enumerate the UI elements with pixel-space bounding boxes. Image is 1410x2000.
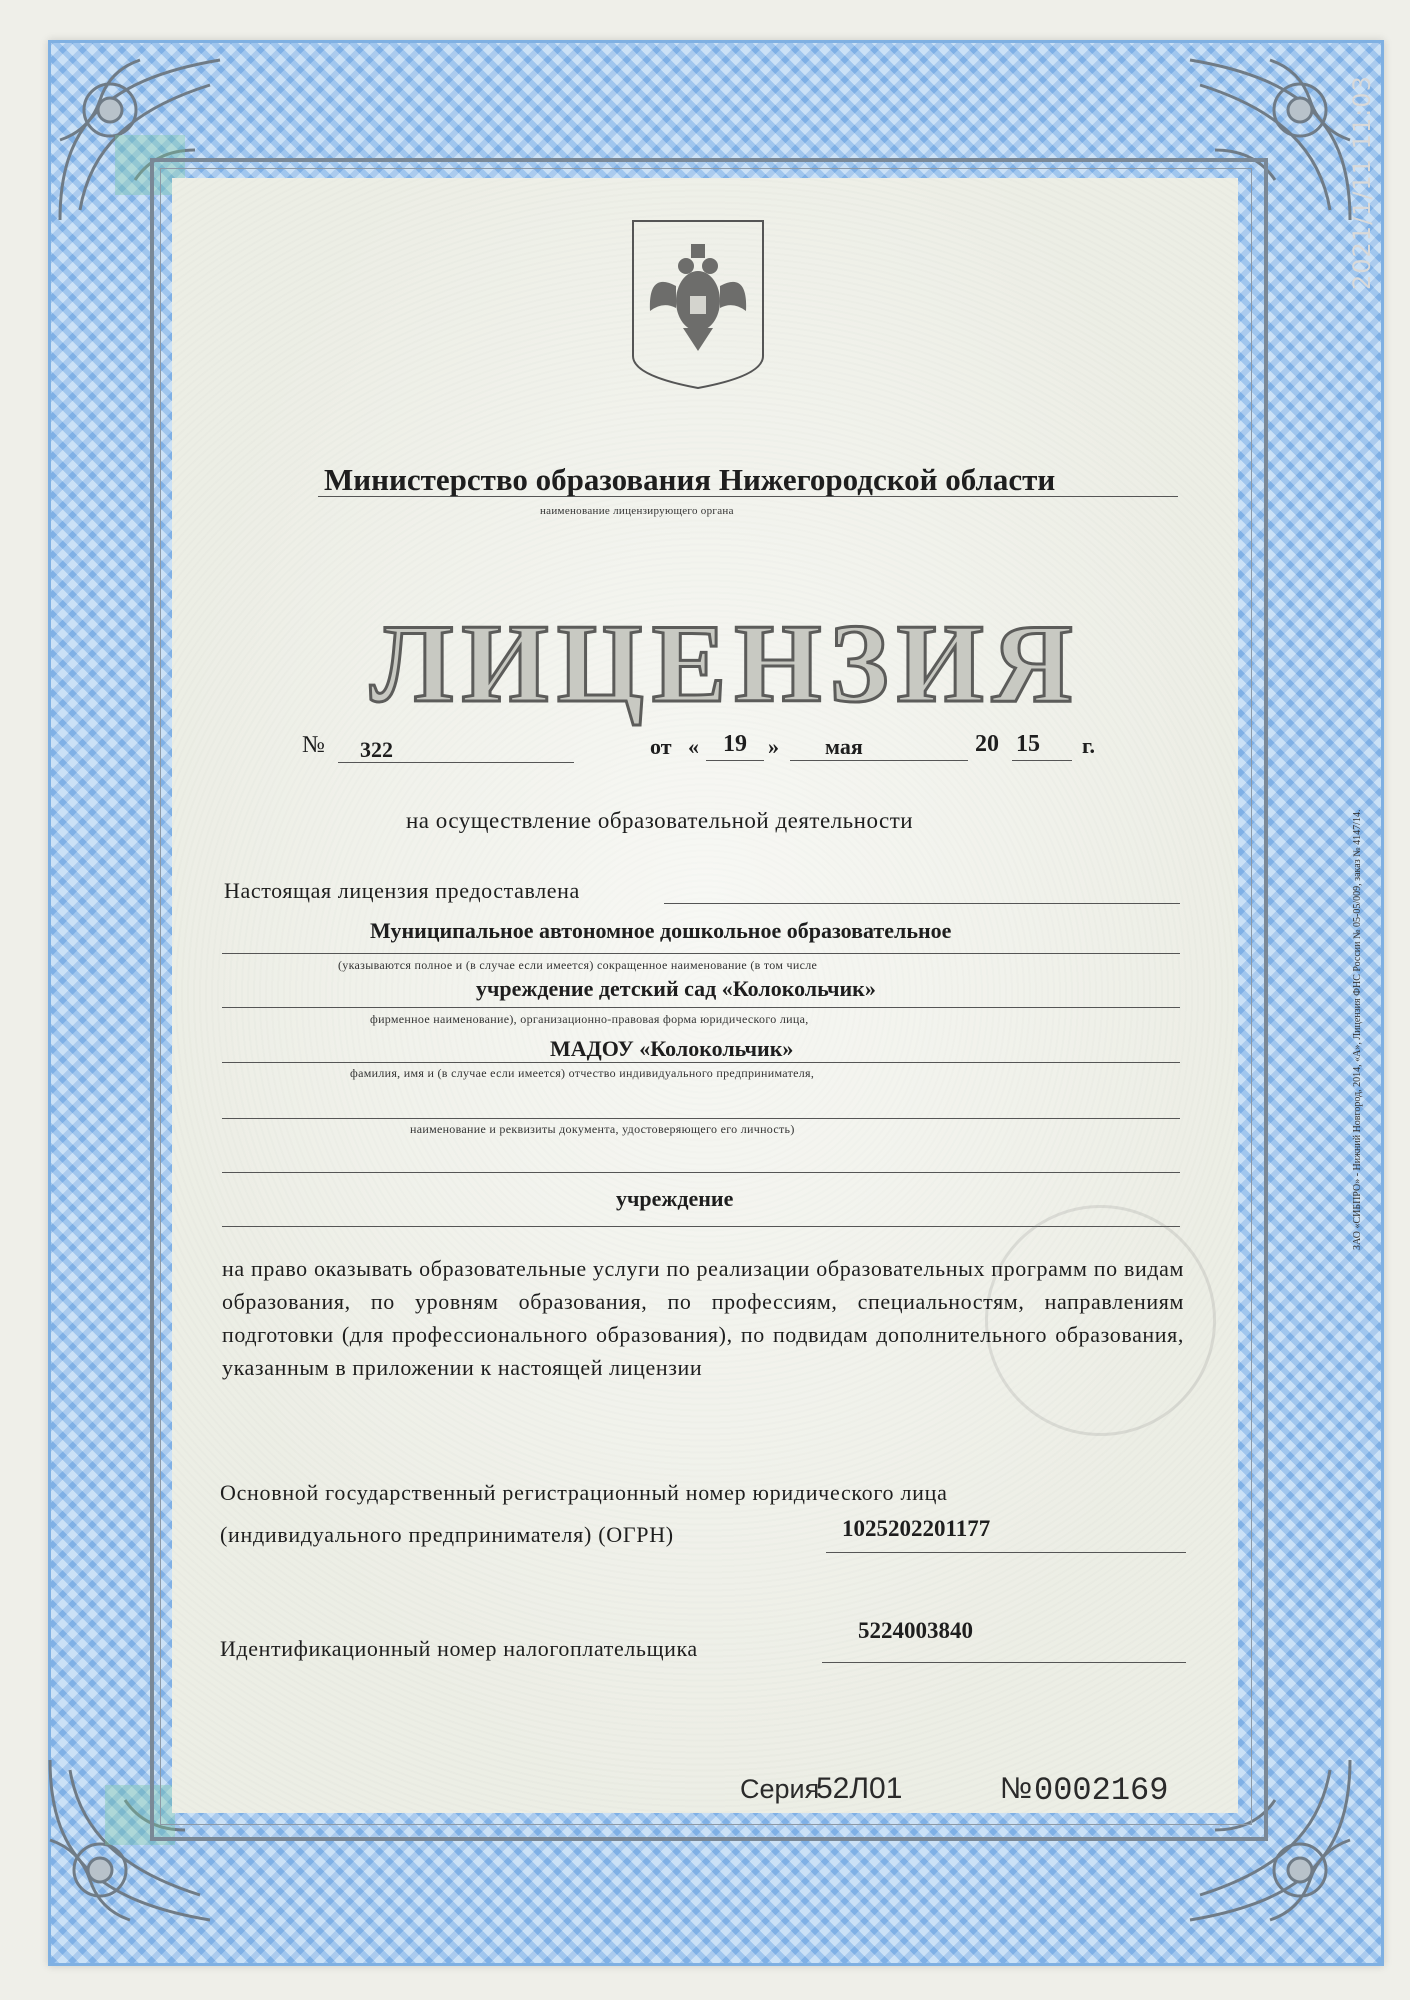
grantee-org-type: учреждение xyxy=(616,1186,734,1211)
ogrn-underline xyxy=(826,1552,1186,1553)
license-number: 322 xyxy=(360,737,393,762)
ogrn-label-line1: Основной государственный регистрационный номер юридического лица xyxy=(220,1480,948,1505)
grantee-hint2: фирменное наименование), организационно-правовая форма юридического лица, xyxy=(370,1012,809,1026)
coat-of-arms-emblem xyxy=(628,216,768,391)
date-year-prefix: 20 xyxy=(975,731,999,757)
inn-label: Идентификационный номер налогоплательщика xyxy=(220,1636,698,1661)
document-title: ЛИЦЕНЗИЯ xyxy=(370,602,1081,726)
inn-value: 5224003840 xyxy=(858,1618,973,1643)
grantee-short-name: МАДОУ «Колокольчик» xyxy=(550,1036,794,1061)
grantee-line1-underline xyxy=(222,953,1180,954)
grantee-hint3: фамилия, имя и (в случае если имеется) отчество индивидуального предпринимателя, xyxy=(350,1066,815,1080)
date-day: 19 xyxy=(723,731,747,757)
license-rights-text: на право оказывать образовательные услуги по реализации образовательных программ по видам образования, по уровням образования, по профессиям, специальностям, направлениям подготовки (для профессионального образования), по подвидам дополнительного образования, указанным в приложении к настоящей лицензии xyxy=(222,1256,1184,1380)
date-month: мая xyxy=(825,734,863,759)
grantee-hint1: (указываются полное и (в случае если имеется) сокращенное наименование (в том числе xyxy=(338,958,818,972)
date-open-quote: « xyxy=(688,734,699,759)
grantee-intro: Настоящая лицензия предоставлена xyxy=(224,878,580,903)
license-purpose: на осуществление образовательной деятельности xyxy=(406,808,914,833)
inn-underline xyxy=(822,1662,1186,1663)
authority-underline xyxy=(318,496,1178,497)
number-underline xyxy=(338,762,574,763)
ogrn-value: 1025202201177 xyxy=(842,1516,991,1541)
grantee-line4-underline xyxy=(222,1118,1180,1119)
date-year-suffix: 15 xyxy=(1016,731,1040,757)
grantee-line3-underline xyxy=(222,1062,1180,1063)
month-underline xyxy=(790,760,968,761)
number-label: № xyxy=(302,732,325,758)
day-underline xyxy=(706,760,764,761)
series-label: Серия xyxy=(740,1774,820,1804)
year-underline xyxy=(1012,760,1072,761)
ogrn-label-line2: (индивидуального предпринимателя) (ОГРН) xyxy=(220,1522,674,1547)
grantee-intro-underline xyxy=(664,903,1180,904)
authority-hint: наименование лицензирующего органа xyxy=(540,505,734,517)
date-from-label: от xyxy=(650,734,672,759)
form-number-label: № xyxy=(1000,1772,1033,1805)
licensing-authority-name: Министерство образования Нижегородской области xyxy=(324,462,1056,497)
photo-timestamp: 2021/1/11 11:03 xyxy=(1348,75,1376,290)
grantee-hint4: наименование и реквизиты документа, удостоверяющего его личность) xyxy=(410,1122,795,1136)
date-year-unit: г. xyxy=(1082,733,1096,758)
date-close-quote: » xyxy=(768,734,779,759)
grantee-line2-underline xyxy=(222,1007,1180,1008)
form-number-value: 0002169 xyxy=(1034,1772,1169,1809)
printer-info-vertical: ЗАО «СИБПРО» - Нижний Новгород, 2014, «А», Лицензия ФНС России № 05-05/009, заказ № 4147/14. xyxy=(1352,809,1363,1250)
grantee-name-line1: Муниципальное автономное дошкольное образовательное xyxy=(370,918,952,943)
series-value: 52Л01 xyxy=(816,1772,903,1805)
grantee-line5-underline xyxy=(222,1172,1180,1173)
grantee-name-line2: учреждение детский сад «Колокольчик» xyxy=(476,976,876,1001)
